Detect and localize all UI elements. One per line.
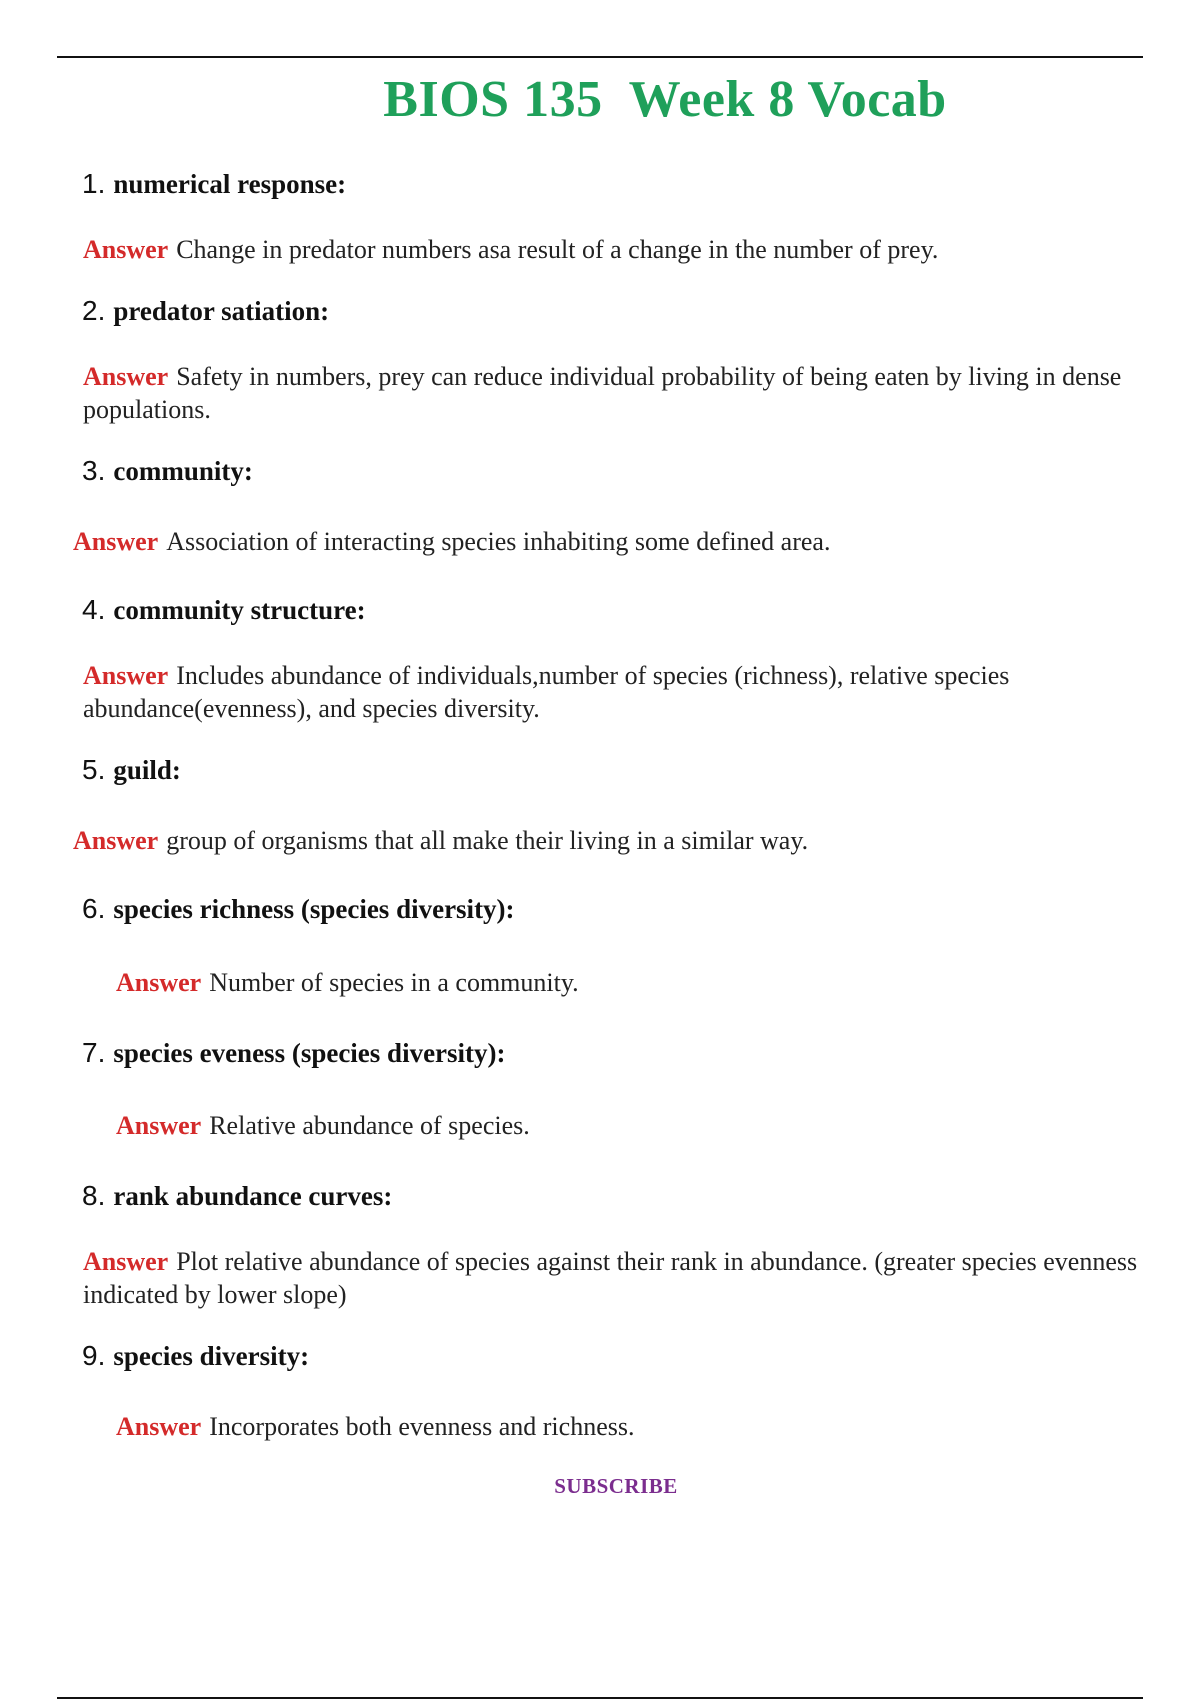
vocab-answer — [83, 233, 1143, 266]
vocab-answer — [116, 966, 1136, 999]
answer-text: Change in predator numbers asa result of a change in the number of prey. — [176, 235, 939, 264]
term-number: 7. — [82, 1037, 106, 1068]
top-rule — [57, 56, 1143, 58]
vocab-answer — [116, 1410, 1136, 1443]
answer-label: Answer — [116, 968, 202, 997]
term-number: 5. — [82, 754, 106, 785]
vocab-term — [82, 168, 346, 200]
vocab-answer — [73, 824, 1143, 857]
answer-text: Number of species in a community. — [209, 968, 579, 997]
vocab-term — [82, 754, 181, 786]
term-number: 8. — [82, 1180, 106, 1211]
term-text: species richness (species diversity): — [113, 894, 515, 924]
answer-text: Relative abundance of species. — [209, 1111, 530, 1140]
answer-label: Answer — [83, 235, 169, 264]
vocab-answer — [116, 1109, 1136, 1142]
page-title: BIOS 135 Week 8 Vocab — [383, 71, 947, 128]
term-text: rank abundance curves: — [113, 1181, 393, 1211]
answer-text: Safety in numbers, prey can reduce individual probability of being eaten by living in dense populations. — [83, 362, 1122, 424]
vocab-term — [82, 1180, 392, 1212]
vocab-term — [82, 594, 366, 626]
vocab-term — [82, 893, 515, 925]
term-number: 6. — [82, 893, 106, 924]
term-number: 1. — [82, 168, 106, 199]
vocab-term — [82, 295, 329, 327]
term-number: 9. — [82, 1340, 106, 1371]
term-text: guild: — [113, 755, 181, 785]
term-text: community: — [113, 456, 253, 486]
term-number: 4. — [82, 594, 106, 625]
term-text: species eveness (species diversity): — [113, 1038, 506, 1068]
bottom-rule — [57, 1697, 1143, 1699]
vocab-answer — [83, 1245, 1143, 1311]
answer-text: Includes abundance of individuals,number of species (richness), relative species abundance(evenness), and species diversity. — [83, 661, 1010, 723]
term-number: 3. — [82, 455, 106, 486]
answer-label: Answer — [116, 1412, 202, 1441]
answer-text: Incorporates both evenness and richness. — [209, 1412, 635, 1441]
vocab-term — [82, 455, 253, 487]
term-text: numerical response: — [113, 169, 347, 199]
answer-text: Association of interacting species inhabiting some defined area. — [166, 527, 831, 556]
answer-text: group of organisms that all make their living in a similar way. — [166, 826, 809, 855]
vocab-answer — [83, 360, 1143, 426]
answer-label: Answer — [73, 527, 159, 556]
answer-label: Answer — [116, 1111, 202, 1140]
term-number: 2. — [82, 295, 106, 326]
vocab-answer — [73, 525, 1143, 558]
vocab-answer — [83, 659, 1143, 725]
answer-label: Answer — [83, 362, 169, 391]
subscribe-link[interactable]: SUBSCRIBE — [554, 1474, 678, 1498]
answer-label: Answer — [73, 826, 159, 855]
term-text: predator satiation: — [113, 296, 330, 326]
answer-label: Answer — [83, 1247, 169, 1276]
answer-label: Answer — [83, 661, 169, 690]
term-text: species diversity: — [113, 1341, 310, 1371]
term-text: community structure: — [113, 595, 366, 625]
vocab-term — [82, 1340, 309, 1372]
answer-text: Plot relative abundance of species against their rank in abundance. (greater species evenness indicated by lower slope) — [83, 1247, 1138, 1309]
vocab-term — [82, 1037, 506, 1069]
